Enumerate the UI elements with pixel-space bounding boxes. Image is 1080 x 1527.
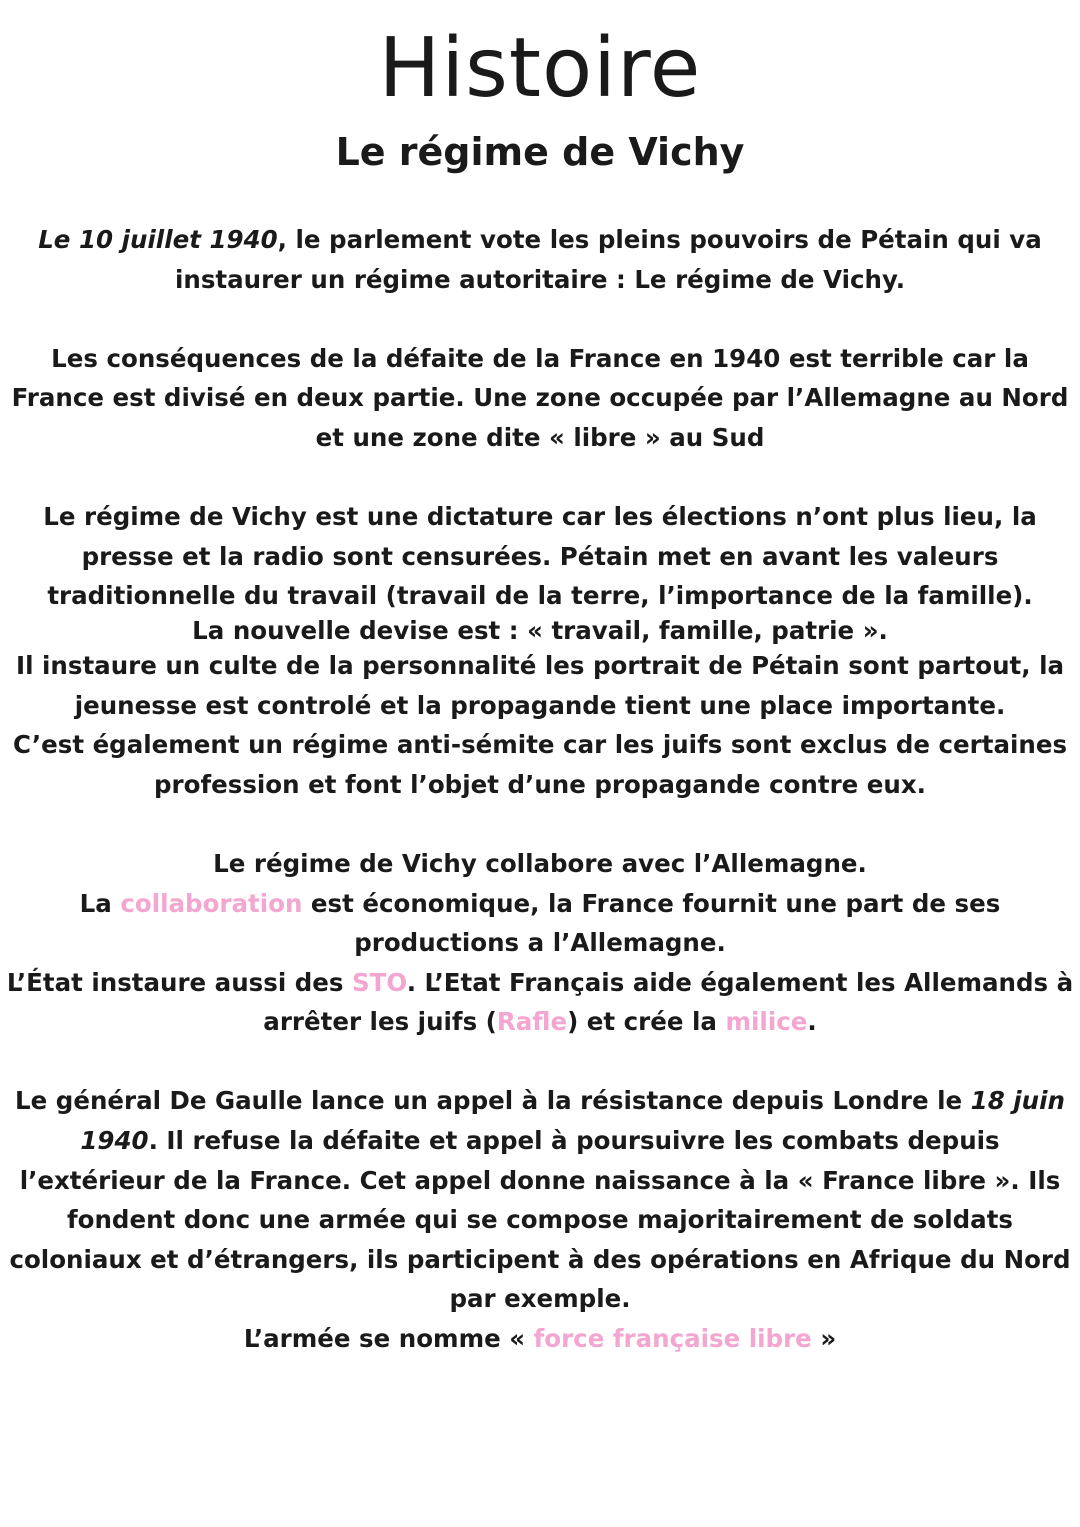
paragraph-text: est économique, la France fournit une part de ses productions a l’Allemagne. bbox=[302, 888, 1001, 958]
paragraph-text: Le général De Gaulle lance un appel à la résistance depuis Londre le bbox=[15, 1086, 971, 1116]
term-force-francaise-libre: force française libre bbox=[533, 1324, 812, 1354]
paragraph-sto-rafle-milice bbox=[4, 963, 1076, 1042]
paragraph-collabore bbox=[4, 844, 1076, 884]
term-milice: milice bbox=[725, 1007, 808, 1037]
paragraph-text: C’est également un régime anti-sémite car les juifs sont exclus de certaines profession et font l’objet d’une propagande contre eux. bbox=[12, 730, 1068, 799]
paragraph-collaboration-economique bbox=[4, 884, 1076, 963]
paragraph-text: Le régime de Vichy est une dictature car les élections n’ont plus lieu, la presse et la radio sont censurées. Pétain met en avant les valeurs traditionnelle du travail (travail de la terre, l’importance de la famille). bbox=[43, 502, 1037, 611]
paragraph-text: La bbox=[79, 888, 121, 918]
paragraph-text: , le parlement vote les pleins pouvoirs de Pétain qui va instaurer un régime autoritaire : Le régime de Vichy. bbox=[174, 225, 1042, 294]
paragraph-consequences-defaite bbox=[4, 339, 1076, 458]
document-body bbox=[4, 220, 1076, 1359]
page-subtitle: Le régime de Vichy bbox=[335, 130, 745, 174]
paragraph-force-francaise-libre bbox=[4, 1319, 1076, 1359]
paragraph-pleins-pouvoirs bbox=[4, 220, 1076, 299]
paragraph-devise bbox=[4, 616, 1076, 646]
date-18-juin-1940: 18 juin 1940 bbox=[80, 1086, 1065, 1156]
paragraph-appel-de-gaulle bbox=[4, 1081, 1076, 1319]
term-collaboration: collaboration bbox=[120, 888, 303, 918]
paragraph-text: . Il refuse la défaite et appel à poursuivre les combats depuis l’extérieur de la France. Cet appel donne naissance à la « France libre ». Ils fondent donc une armée qui se compose majoritairement de soldats coloniaux et d’étrangers, ils participent à des opérations en Afrique du Nord par exemple. bbox=[9, 1126, 1071, 1314]
paragraph-text: . L’Etat Français aide également les Allemands à arrêter les juifs ( bbox=[263, 967, 1074, 1037]
paragraph-text: . bbox=[807, 1007, 817, 1037]
paragraph-text: Il instaure un culte de la personnalité les portrait de Pétain sont partout, la jeunesse est controlé et la propagande tient une place importante. bbox=[15, 650, 1064, 720]
paragraph-text: » bbox=[811, 1324, 837, 1354]
paragraph-text: La nouvelle devise est : « travail, famille, patrie ». bbox=[192, 615, 888, 645]
paragraph-text: Les conséquences de la défaite de la France en 1940 est terrible car la France est divisé en deux partie. Une zone occupée par l’Allemagne au Nord et une zone dite « libre » au Sud bbox=[11, 343, 1069, 452]
paragraph-text: L’État instaure aussi des bbox=[6, 967, 353, 997]
paragraph-dictature bbox=[4, 497, 1076, 616]
paragraph-text: Le régime de Vichy collabore avec l’Allemagne. bbox=[213, 848, 867, 878]
page-title: Histoire bbox=[378, 21, 702, 116]
paragraph-antisemite bbox=[4, 725, 1076, 804]
paragraph-text: ) et crée la bbox=[567, 1007, 726, 1037]
term-rafle: Rafle bbox=[496, 1007, 568, 1037]
paragraph-culte-personnalite bbox=[4, 646, 1076, 725]
date-10-juillet-1940: Le 10 juillet 1940 bbox=[38, 225, 278, 254]
term-sto: STO bbox=[352, 967, 407, 997]
paragraph-text: L’armée se nomme « bbox=[243, 1324, 534, 1354]
